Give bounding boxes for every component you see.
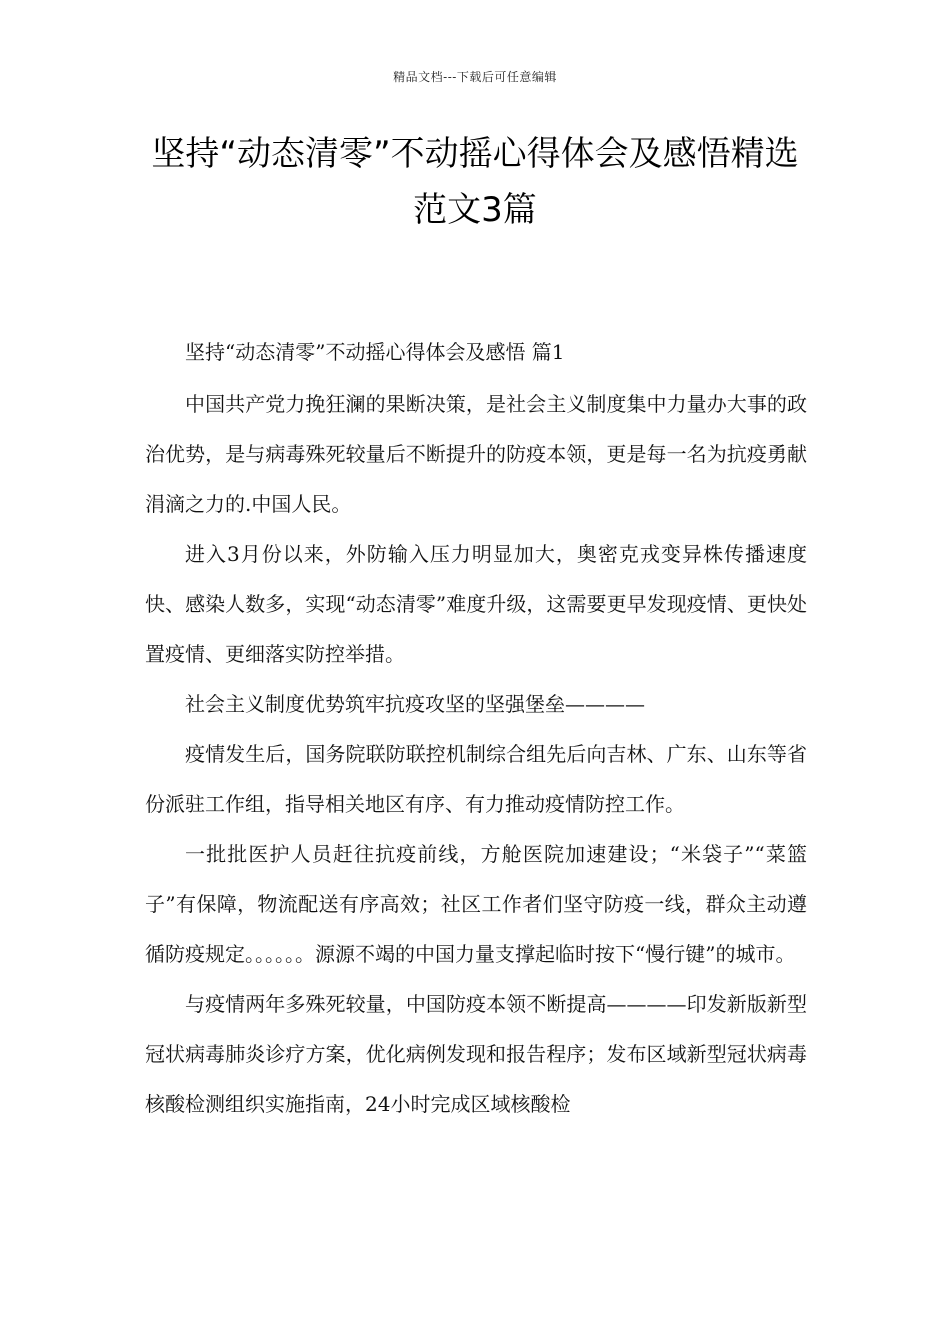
subheading-paragraph: 社会主义制度优势筑牢抗疫攻坚的坚强堡垒———— (185, 692, 645, 716)
section-heading: 坚持“动态清零”不动摇心得体会及感悟 篇1 (185, 340, 565, 364)
paragraph: 进入3月份以来，外防输入压力明显加大，奥密克戎变异株传播速度快、感染人数多，实现“动态清零”难度升级，这需要更早发现疫情、更快处置疫情、更细落实防控举措。 (145, 542, 807, 666)
paragraph: 疫情发生后，国务院联防联控机制综合组先后向吉林、广东、山东等省份派驻工作组，指导相关地区有序、有力推动疫情防控工作。 (145, 742, 807, 816)
document-body (145, 327, 807, 1129)
paragraph: 中国共产党力挽狂澜的果断决策，是社会主义制度集中力量办大事的政治优势，是与病毒殊死较量后不断提升的防疫本领，更是每一名为抗疫勇献涓滴之力的.中国人民。 (145, 392, 807, 516)
header-note: 精品文档---下载后可任意编辑 (393, 70, 557, 84)
paragraph: 一批批医护人员赶往抗疫前线，方舱医院加速建设；“米袋子”“菜篮子”有保障，物流配送有序高效；社区工作者们坚守防疫一线，群众主动遵循防疫规定。。。。。。源源不竭的中国力量支撑起临时按下“慢行键”的城市。 (145, 842, 807, 966)
paragraph: 与疫情两年多殊死较量，中国防疫本领不断提高————印发新版新型冠状病毒肺炎诊疗方案，优化病例发现和报告程序；发布区域新型冠状病毒核酸检测组织实施指南，24小时完成区域核酸检 (145, 992, 807, 1116)
document-title: 坚持“动态清零”不动摇心得体会及感悟精选范文3篇 (151, 134, 799, 230)
